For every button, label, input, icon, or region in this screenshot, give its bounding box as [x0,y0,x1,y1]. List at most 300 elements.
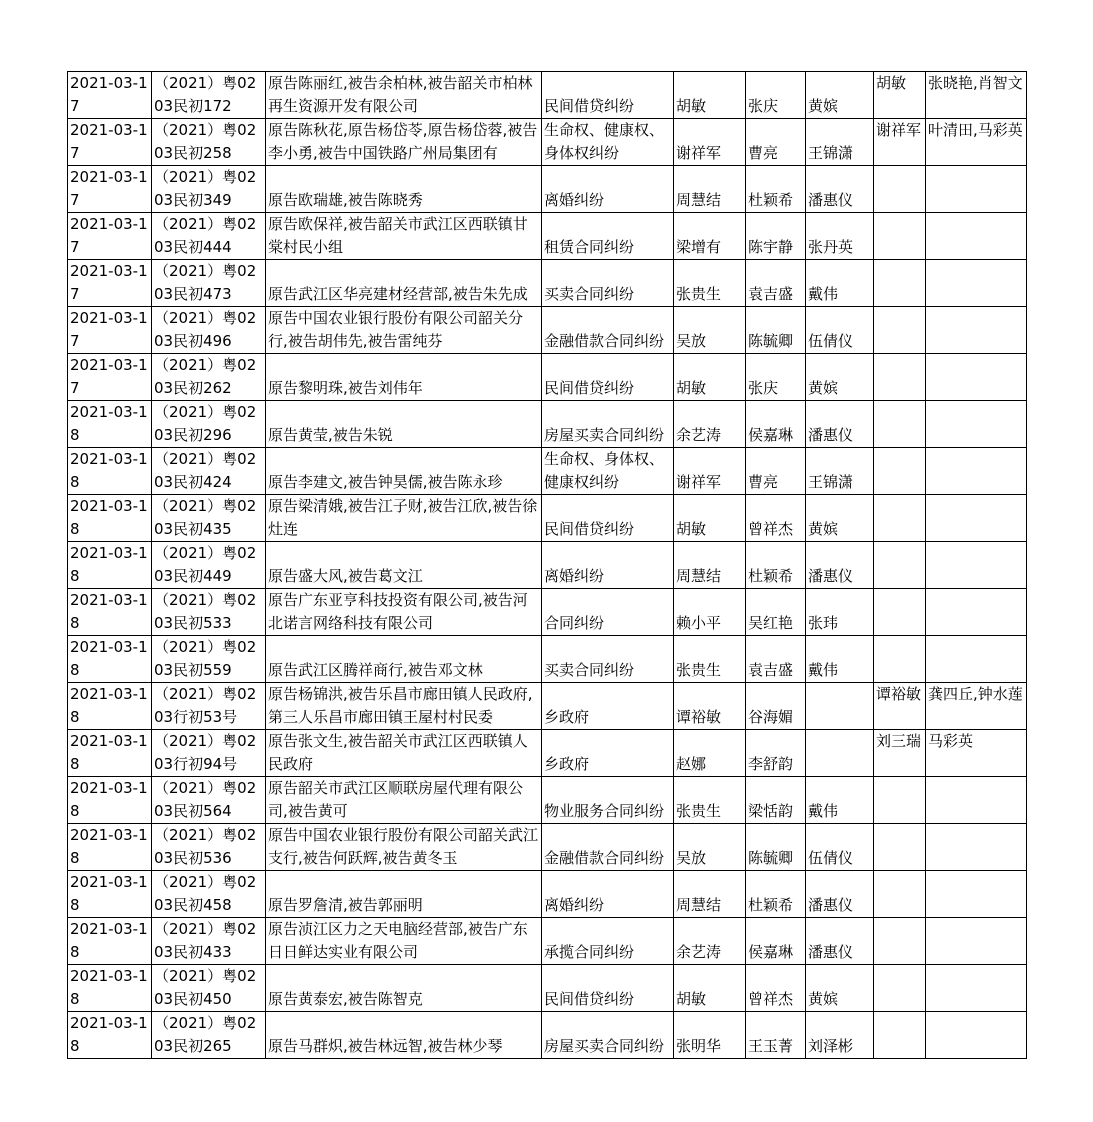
cell-case-number [152,871,266,918]
cell-case-number-text: （2021）粤0203民初265 [154,1014,257,1055]
cell-cause [542,542,674,589]
cell-date [68,824,152,871]
cell-presiding-text: 刘三瑞 [876,732,922,750]
cell-cause [542,683,674,730]
cell-judge-text: 梁增有 [676,238,722,256]
cell-parties [266,1012,542,1059]
cell-date [68,495,152,542]
table-row [68,965,1027,1012]
cell-judge-text: 周慧结 [676,896,722,914]
cell-presiding [874,401,926,448]
cell-judge [674,589,746,636]
cell-date-text: 2021-03-18 [70,967,148,1008]
cell-clerk-text: 张玮 [808,614,839,632]
cell-parties-text: 原告黎明珠,被告刘伟年 [268,379,423,397]
cell-cause-text: 金融借款合同纠纷 [544,849,665,867]
cell-cause-text: 乡政府 [544,708,590,726]
cell-parties-text: 原告黄莹,被告朱锐 [268,426,393,444]
cell-cause [542,119,674,166]
cell-date [68,542,152,589]
cell-others [926,213,1027,260]
cell-member [746,965,806,1012]
cell-case-number-text: （2021）粤0203民初564 [154,779,257,820]
cell-judge [674,918,746,965]
cell-member [746,730,806,777]
cell-member-text: 杜颖希 [748,191,794,209]
table-row [68,777,1027,824]
cell-parties-text: 原告梁清娥,被告江子财,被告江欣,被告徐灶连 [268,497,538,538]
cell-presiding [874,495,926,542]
cell-presiding [874,448,926,495]
cell-member-text: 陈毓卿 [748,849,794,867]
cell-cause-text: 房屋买卖合同纠纷 [544,426,665,444]
cell-presiding [874,542,926,589]
cell-parties [266,354,542,401]
cell-case-number-text: （2021）粤0203民初424 [154,450,257,491]
cell-member-text: 张庆 [748,97,779,115]
cell-date-text: 2021-03-18 [70,779,148,820]
cell-date [68,683,152,730]
cell-presiding [874,683,926,730]
cell-parties [266,307,542,354]
table-row [68,589,1027,636]
cell-date-text: 2021-03-18 [70,685,148,726]
cell-member [746,636,806,683]
cell-judge [674,119,746,166]
cell-judge [674,213,746,260]
cell-judge [674,636,746,683]
cell-date [68,871,152,918]
table-row [68,354,1027,401]
cell-cause-text: 合同纠纷 [544,614,605,632]
cell-others [926,495,1027,542]
cell-cause [542,589,674,636]
cell-presiding [874,213,926,260]
cell-parties [266,589,542,636]
cell-cause [542,354,674,401]
cell-judge [674,166,746,213]
cell-date [68,166,152,213]
cell-date [68,636,152,683]
cell-parties-text: 原告盛大风,被告葛文江 [268,567,423,585]
cell-others [926,683,1027,730]
table-row [68,636,1027,683]
cell-member [746,72,806,119]
cell-case-number [152,777,266,824]
cell-parties [266,683,542,730]
cell-date [68,918,152,965]
cell-member-text: 袁吉盛 [748,661,794,679]
cell-others-text: 叶清田,马彩英 [928,121,1023,139]
cell-others [926,730,1027,777]
cell-member [746,542,806,589]
cell-date-text: 2021-03-17 [70,74,148,115]
cell-parties-text: 原告武江区华亮建材经营部,被告朱先成 [268,285,528,303]
cell-date [68,119,152,166]
cell-case-number-text: （2021）粤0203民初458 [154,873,257,914]
cell-member-text: 侯嘉琳 [748,426,794,444]
cell-cause [542,72,674,119]
cell-presiding-text: 胡敏 [876,74,907,92]
cell-clerk-text: 潘惠仪 [808,426,854,444]
cell-others [926,260,1027,307]
cell-parties-text: 原告武江区腾祥商行,被告邓文林 [268,661,483,679]
cell-clerk [806,777,874,824]
cell-date [68,354,152,401]
cell-clerk [806,260,874,307]
cell-presiding [874,72,926,119]
cell-case-number-text: （2021）粤0203行初94号 [154,732,257,773]
cell-case-number [152,213,266,260]
cell-presiding [874,730,926,777]
cell-case-number-text: （2021）粤0203民初444 [154,215,257,256]
cell-parties [266,965,542,1012]
cell-judge-text: 胡敏 [676,520,707,538]
cell-judge [674,965,746,1012]
cell-date-text: 2021-03-17 [70,262,148,303]
cell-case-number-text: （2021）粤0203民初262 [154,356,257,397]
cell-clerk-text: 黄嫔 [808,520,839,538]
cell-clerk-text: 黄嫔 [808,97,839,115]
cell-date-text: 2021-03-17 [70,309,148,350]
table-row [68,213,1027,260]
cell-clerk-text: 黄嫔 [808,990,839,1008]
cell-member [746,401,806,448]
table-row [68,824,1027,871]
cell-member-text: 曾祥杰 [748,520,794,538]
cell-parties-text: 原告罗詹清,被告郭丽明 [268,896,423,914]
cell-judge-text: 胡敏 [676,97,707,115]
cell-others [926,918,1027,965]
cell-clerk [806,871,874,918]
cell-cause-text: 金融借款合同纠纷 [544,332,665,350]
cell-judge-text: 谢祥军 [676,144,722,162]
cell-date-text: 2021-03-18 [70,732,148,773]
cell-parties-text: 原告杨锦洪,被告乐昌市廊田镇人民政府,第三人乐昌市廊田镇王屋村村民委 [268,685,533,726]
cell-member [746,777,806,824]
cell-date [68,307,152,354]
cell-parties [266,448,542,495]
cell-presiding [874,871,926,918]
cell-judge-text: 张贵生 [676,802,722,820]
cell-judge [674,354,746,401]
cell-presiding [874,589,926,636]
cell-others [926,448,1027,495]
cell-cause-text: 离婚纠纷 [544,896,605,914]
cell-clerk-text: 刘泽彬 [808,1037,854,1055]
table-row [68,72,1027,119]
cell-date [68,730,152,777]
cell-cause [542,213,674,260]
table-row [68,542,1027,589]
cell-presiding [874,307,926,354]
cell-clerk [806,589,874,636]
cell-others [926,589,1027,636]
cell-parties [266,166,542,213]
cell-others [926,636,1027,683]
cell-judge-text: 周慧结 [676,191,722,209]
cell-clerk-text: 伍倩仪 [808,849,854,867]
table-row [68,683,1027,730]
cell-cause-text: 买卖合同纠纷 [544,661,635,679]
cell-clerk [806,683,874,730]
cell-parties-text: 原告欧瑞雄,被告陈晓秀 [268,191,423,209]
cell-member-text: 李舒韵 [748,755,794,773]
cell-presiding [874,965,926,1012]
cell-member [746,354,806,401]
cell-case-number-text: （2021）粤0203民初296 [154,403,257,444]
cell-judge [674,1012,746,1059]
cell-others [926,119,1027,166]
cell-judge [674,448,746,495]
cell-date [68,260,152,307]
cell-case-number [152,589,266,636]
cell-judge [674,307,746,354]
cell-cause [542,777,674,824]
cell-others [926,965,1027,1012]
cell-clerk [806,307,874,354]
cell-judge-text: 张明华 [676,1037,722,1055]
cell-judge-text: 张贵生 [676,285,722,303]
cell-date-text: 2021-03-18 [70,1014,148,1055]
cell-case-number-text: （2021）粤0203民初473 [154,262,257,303]
cell-clerk [806,636,874,683]
cell-parties [266,824,542,871]
table-row [68,730,1027,777]
cell-others [926,1012,1027,1059]
cell-judge [674,777,746,824]
cell-clerk [806,495,874,542]
table-row [68,401,1027,448]
cell-member [746,260,806,307]
cell-clerk [806,965,874,1012]
cell-case-number [152,730,266,777]
cell-case-number-text: （2021）粤0203民初450 [154,967,257,1008]
cell-case-number [152,495,266,542]
cell-parties [266,918,542,965]
cell-date-text: 2021-03-18 [70,591,148,632]
cell-clerk [806,448,874,495]
cell-others [926,401,1027,448]
cell-judge [674,260,746,307]
cell-case-number-text: （2021）粤0203行初53号 [154,685,257,726]
cell-others [926,777,1027,824]
cell-presiding [874,119,926,166]
cell-member-text: 曹亮 [748,473,779,491]
cell-parties-text: 原告广东亚亨科技投资有限公司,被告河北诺言网络科技有限公司 [268,591,528,632]
cell-parties [266,730,542,777]
cell-judge-text: 吴放 [676,849,707,867]
table-row [68,495,1027,542]
table-row [68,448,1027,495]
cell-date-text: 2021-03-17 [70,356,148,397]
cell-others-text: 张晓艳,肖智文 [928,74,1023,92]
cell-judge [674,495,746,542]
cell-cause-text: 离婚纠纷 [544,567,605,585]
cell-judge-text: 胡敏 [676,379,707,397]
cell-date [68,401,152,448]
table-row [68,918,1027,965]
cell-date-text: 2021-03-18 [70,403,148,444]
cell-member [746,871,806,918]
cell-others [926,824,1027,871]
cell-case-number [152,260,266,307]
cell-parties-text: 原告中国农业银行股份有限公司韶关武江支行,被告何跃辉,被告黄冬玉 [268,826,539,867]
cell-date-text: 2021-03-17 [70,215,148,256]
cell-date-text: 2021-03-18 [70,544,148,585]
cell-member-text: 王玉菁 [748,1037,794,1055]
cell-others [926,307,1027,354]
cell-cause-text: 物业服务合同纠纷 [544,802,665,820]
cell-case-number [152,354,266,401]
table-row [68,260,1027,307]
cell-cause [542,448,674,495]
cell-member-text: 谷海媚 [748,708,794,726]
cell-cause [542,401,674,448]
cell-clerk-text: 伍倩仪 [808,332,854,350]
cell-clerk-text: 戴伟 [808,802,839,820]
cell-presiding-text: 谭裕敏 [876,685,922,703]
cell-member-text: 吴红艳 [748,614,794,632]
cell-case-number [152,72,266,119]
cell-clerk-text: 张丹英 [808,238,854,256]
cell-judge [674,824,746,871]
cell-presiding [874,777,926,824]
cell-clerk-text: 戴伟 [808,285,839,303]
cell-others [926,166,1027,213]
cell-member [746,589,806,636]
cell-case-number-text: （2021）粤0203民初559 [154,638,257,679]
cell-presiding [874,354,926,401]
cell-case-number-text: （2021）粤0203民初533 [154,591,257,632]
cell-parties [266,871,542,918]
cell-cause-text: 租赁合同纠纷 [544,238,635,256]
cell-cause [542,166,674,213]
cell-clerk [806,824,874,871]
cell-presiding [874,1012,926,1059]
cell-judge-text: 赵娜 [676,755,707,773]
table-row [68,166,1027,213]
cell-clerk [806,72,874,119]
cell-cause-text: 买卖合同纠纷 [544,285,635,303]
cell-member [746,1012,806,1059]
cell-clerk [806,166,874,213]
cell-member [746,213,806,260]
cell-judge-text: 吴放 [676,332,707,350]
cell-member [746,119,806,166]
cell-parties-text: 原告韶关市武江区顺联房屋代理有限公司,被告黄可 [268,779,524,820]
cell-parties [266,777,542,824]
cell-case-number [152,683,266,730]
table-row [68,871,1027,918]
cell-judge-text: 谢祥军 [676,473,722,491]
cell-case-number [152,542,266,589]
cell-clerk-text: 潘惠仪 [808,896,854,914]
cell-cause [542,636,674,683]
cell-member [746,824,806,871]
cell-judge-text: 谭裕敏 [676,708,722,726]
cell-cause-text: 生命权、身体权、健康权纠纷 [544,450,665,491]
cell-member [746,307,806,354]
cell-cause [542,495,674,542]
cell-case-number-text: （2021）粤0203民初449 [154,544,257,585]
cell-others [926,354,1027,401]
cell-cause [542,965,674,1012]
cell-judge-text: 余艺涛 [676,426,722,444]
cell-case-number [152,307,266,354]
cell-case-number [152,1012,266,1059]
cell-date-text: 2021-03-17 [70,121,148,162]
cell-date [68,213,152,260]
cell-member-text: 袁吉盛 [748,285,794,303]
cell-clerk [806,542,874,589]
cell-clerk [806,354,874,401]
cell-clerk [806,730,874,777]
cell-parties-text: 原告张文生,被告韶关市武江区西联镇人民政府 [268,732,528,773]
cell-clerk-text: 潘惠仪 [808,567,854,585]
cell-case-number-text: （2021）粤0203民初496 [154,309,257,350]
cell-parties-text: 原告浈江区力之天电脑经营部,被告广东日日鲜达实业有限公司 [268,920,528,961]
cell-others [926,72,1027,119]
cell-cause-text: 民间借贷纠纷 [544,990,635,1008]
cell-case-number-text: （2021）粤0203民初536 [154,826,257,867]
cell-clerk-text: 王锦潇 [808,473,854,491]
cell-case-number [152,448,266,495]
cell-parties [266,401,542,448]
cell-presiding-text: 谢祥军 [876,121,922,139]
cell-member-text: 曹亮 [748,144,779,162]
cell-others [926,542,1027,589]
cell-case-number [152,636,266,683]
cell-cause-text: 民间借贷纠纷 [544,520,635,538]
cell-clerk-text: 潘惠仪 [808,191,854,209]
cell-clerk-text: 戴伟 [808,661,839,679]
cell-parties [266,495,542,542]
cell-date-text: 2021-03-18 [70,920,148,961]
cell-member-text: 侯嘉琳 [748,943,794,961]
cell-others-text: 龚四丘,钟水莲 [928,685,1023,703]
cell-member-text: 陈毓卿 [748,332,794,350]
cell-date-text: 2021-03-18 [70,826,148,867]
cell-case-number-text: （2021）粤0203民初172 [154,74,257,115]
cell-cause-text: 承揽合同纠纷 [544,943,635,961]
cell-parties-text: 原告黄泰宏,被告陈智克 [268,990,423,1008]
cell-parties-text: 原告中国农业银行股份有限公司韶关分行,被告胡伟先,被告雷纯芬 [268,309,524,350]
cell-parties [266,213,542,260]
table-row [68,1012,1027,1059]
cell-judge [674,72,746,119]
cell-others-text: 马彩英 [928,732,974,750]
cell-cause-text: 生命权、健康权、身体权纠纷 [544,121,665,162]
cell-date [68,589,152,636]
cell-parties [266,542,542,589]
cell-clerk [806,401,874,448]
cell-clerk [806,1012,874,1059]
cell-member [746,918,806,965]
cell-member-text: 梁恬韵 [748,802,794,820]
cell-parties-text: 原告陈丽红,被告余柏林,被告韶关市柏林再生资源开发有限公司 [268,74,533,115]
table-body [68,72,1027,1059]
cell-clerk [806,918,874,965]
cell-date-text: 2021-03-18 [70,450,148,491]
cell-judge [674,871,746,918]
cell-case-number-text: （2021）粤0203民初433 [154,920,257,961]
cell-judge [674,542,746,589]
cell-date-text: 2021-03-18 [70,497,148,538]
table-row [68,119,1027,166]
cell-date-text: 2021-03-17 [70,168,148,209]
cell-clerk [806,213,874,260]
